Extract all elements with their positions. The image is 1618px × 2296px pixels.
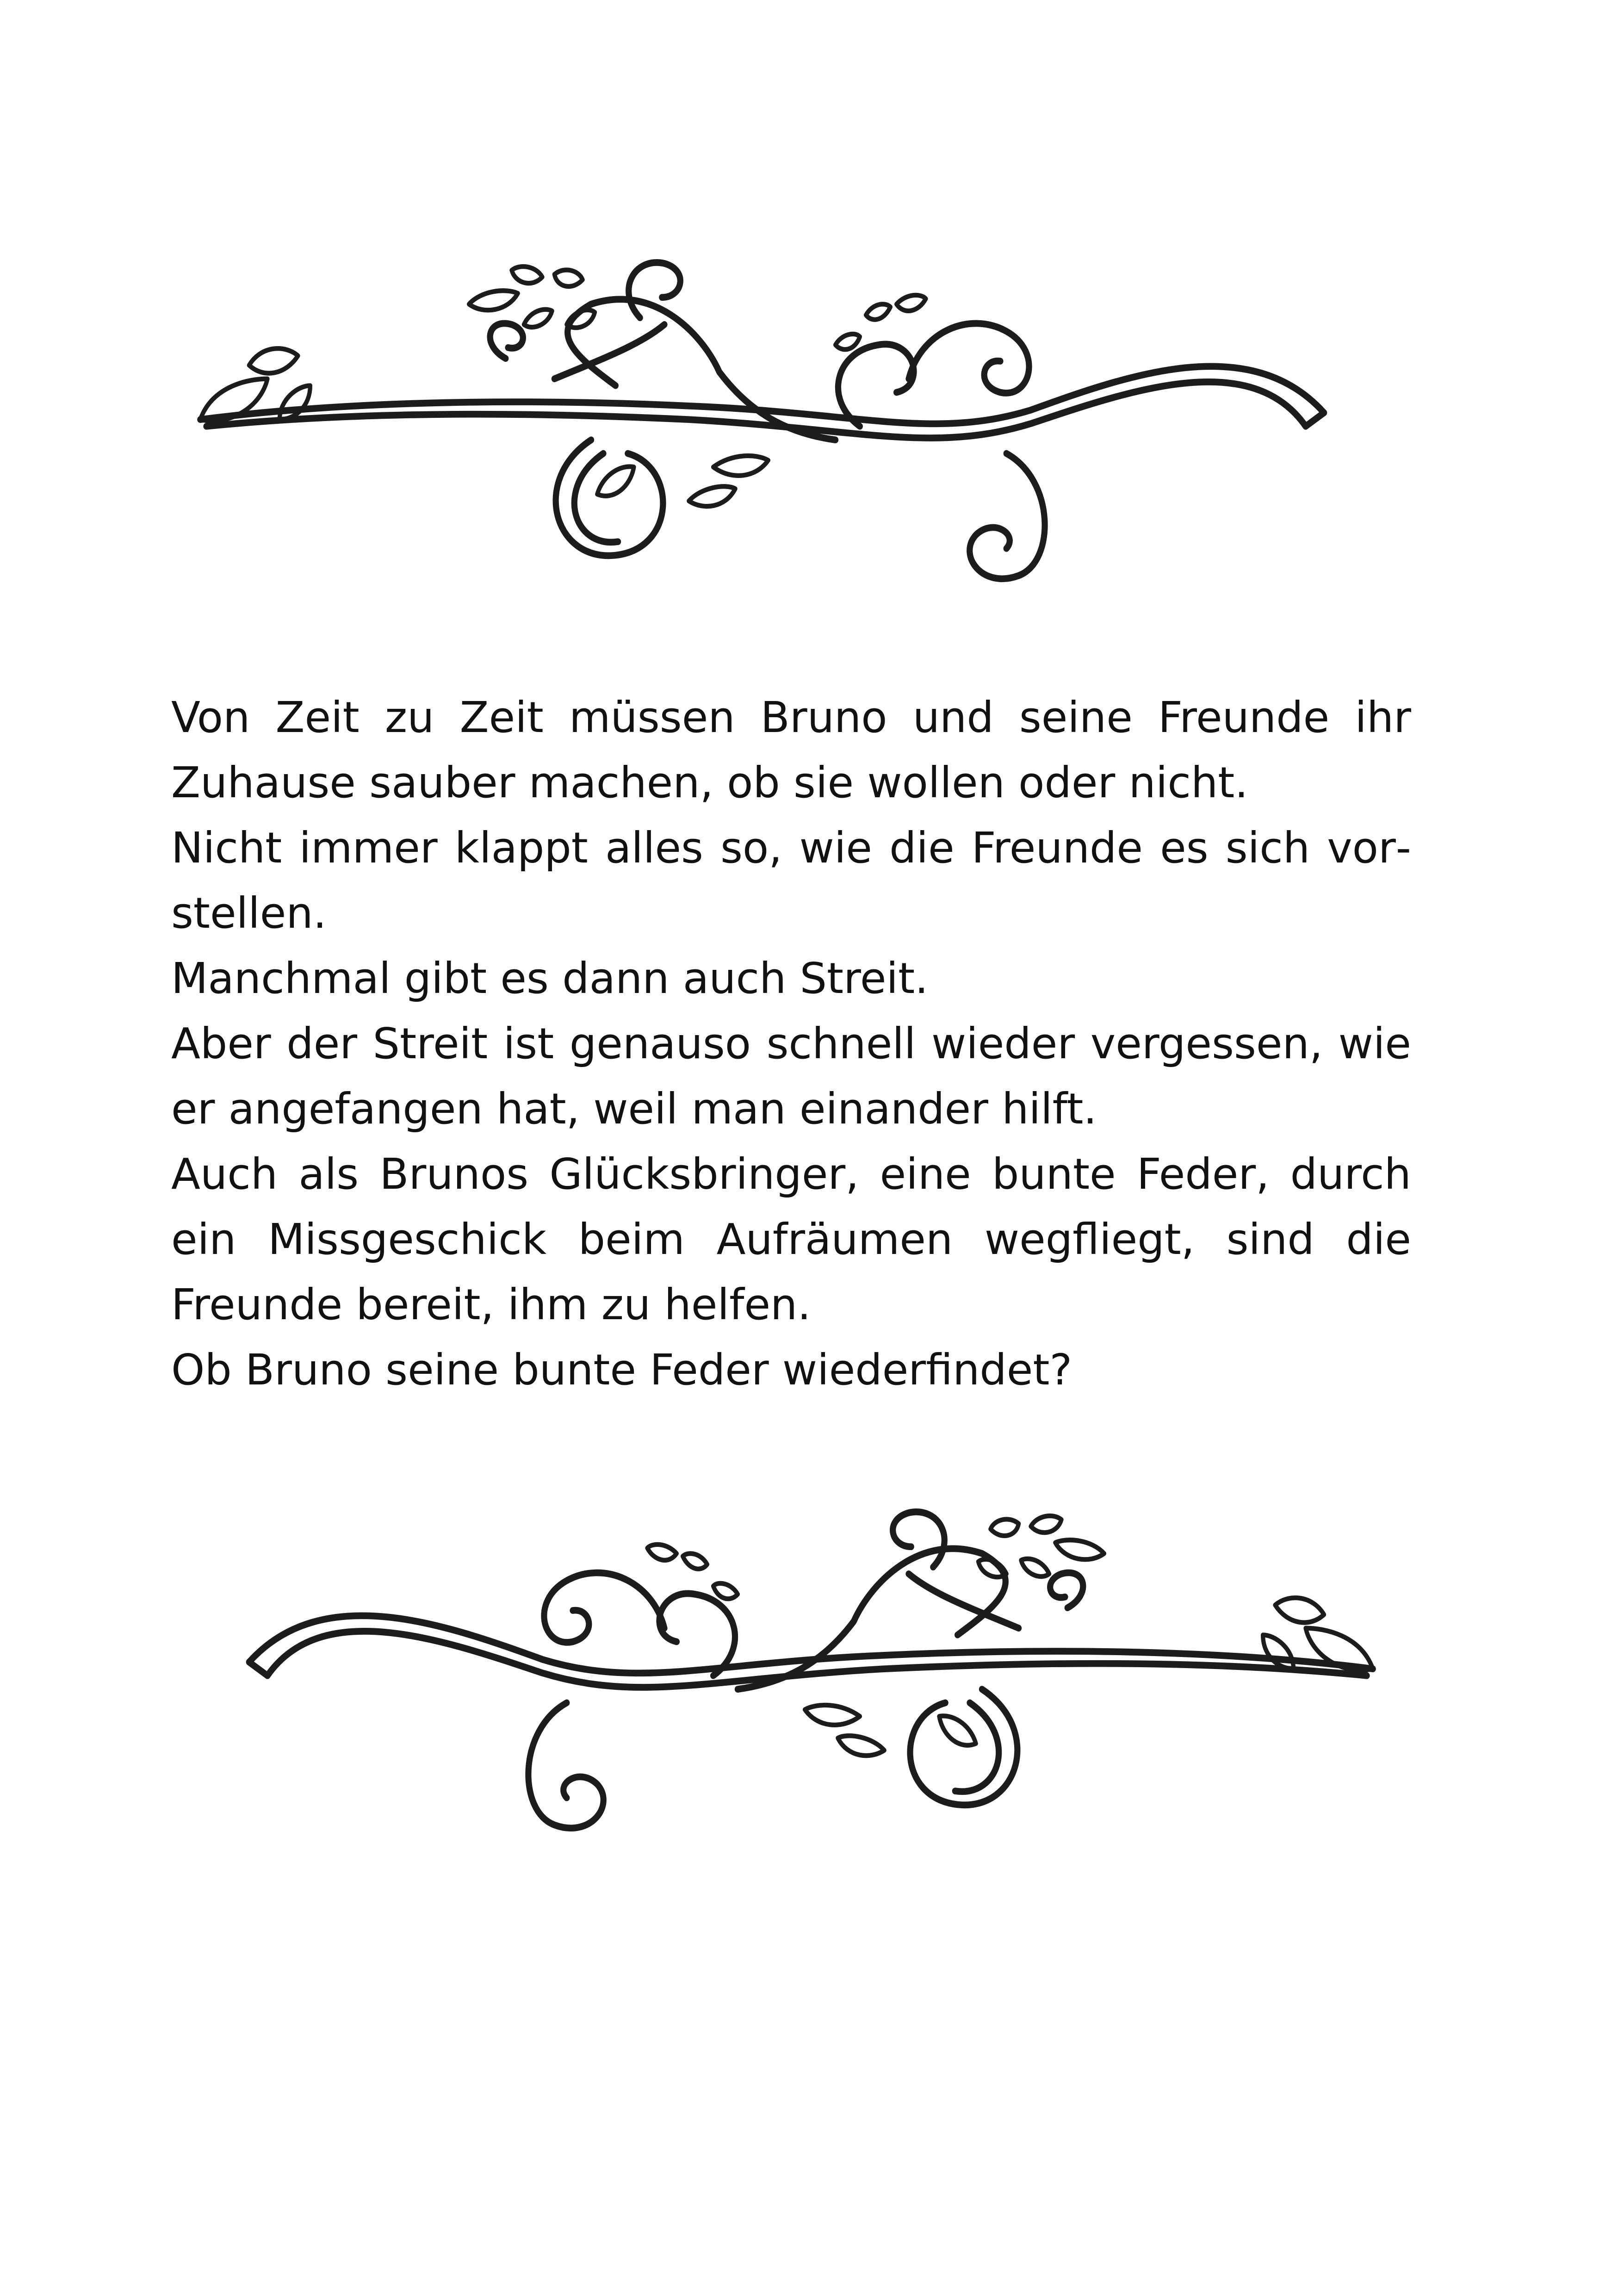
story-paragraph-2: Nicht immer klappt alles so, wie die Freunde es sich vorstellen. — [171, 823, 1411, 938]
story-paragraph-5: Auch als Brunos Glücksbringer, eine bunte Feder, durch ein Missgeschick beim Aufräumen wegfliegt, sind die Freunde bereit, ihm zu helfen. — [171, 1149, 1411, 1329]
vine-ornament-bottom — [176, 1499, 1397, 1906]
story-text — [171, 685, 1411, 1402]
story-paragraph-4: Aber der Streit ist genauso schnell wieder vergessen, wie er angefangen hat, weil man einander hilft. — [171, 1019, 1411, 1134]
story-paragraph-1: Von Zeit zu Zeit müssen Bruno und seine Freunde ihr Zuhause sauber machen, ob sie wollen oder nicht. — [171, 693, 1411, 807]
vine-ornament-mirrored-icon — [176, 1499, 1397, 1906]
story-paragraph-3: Manchmal gibt es dann auch Streit. — [171, 954, 929, 1003]
vine-ornament-icon — [176, 250, 1397, 657]
vine-ornament-top — [176, 250, 1397, 657]
story-paragraph-6: Ob Bruno seine bunte Feder wiederfindet? — [171, 1345, 1072, 1395]
